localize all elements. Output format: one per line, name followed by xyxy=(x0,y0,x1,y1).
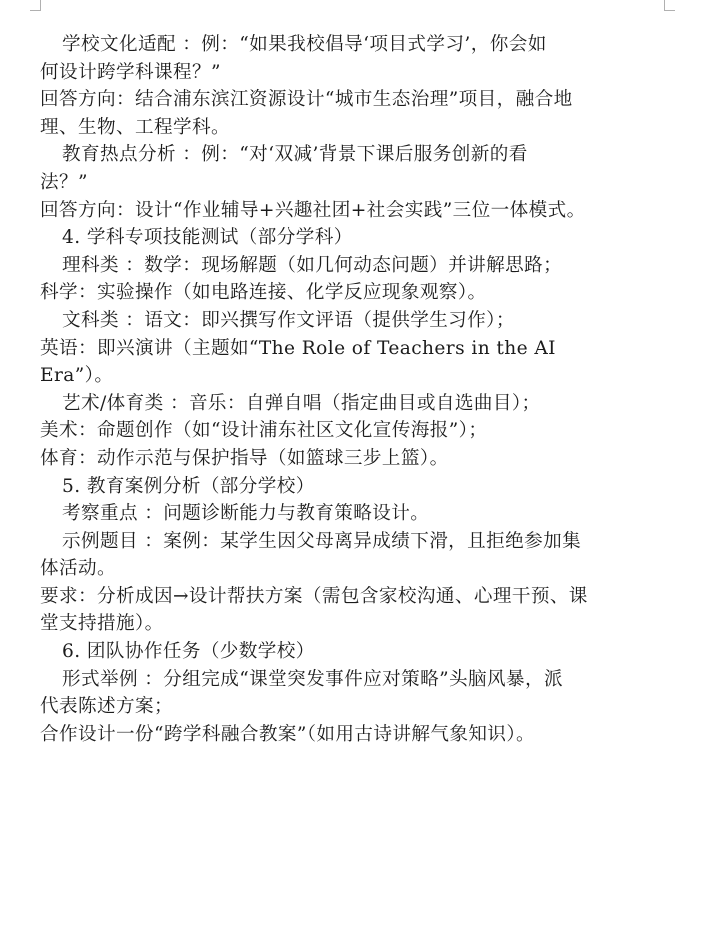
text-line: 堂支持措施）。 xyxy=(40,613,164,635)
text-line: 文科类 ：语文：即兴撰写作文评语（提供学生习作）； xyxy=(62,309,515,331)
text-line: 学校文化适配 ：例：“如果我校倡导‘项目式学习’，你会如 xyxy=(62,34,547,55)
text-line: 法？” xyxy=(40,171,88,193)
text-line: 体育：动作示范与保护指导（如篮球三步上篮）。 xyxy=(40,447,449,469)
section-heading: 6. 团队协作任务（少数学校） xyxy=(62,641,315,663)
text-line: 艺术/体育类 ：音乐：自弹自唱（指定曲目或自选曲目）； xyxy=(62,392,541,414)
page-corner-mark-left xyxy=(30,0,41,11)
text-line: 体活动。 xyxy=(40,558,116,580)
text-line: 示例题目 ：案例：某学生因父母离异成绩下滑，且拒绝参加集 xyxy=(62,530,582,552)
text-line: 考察重点 ：问题诊断能力与教育策略设计。 xyxy=(62,503,430,525)
text-line: 理、生物、工程学科。 xyxy=(40,116,230,138)
text-line: 回答方向：设计“作业辅导+兴趣社团+社会实践”三位一体模式。 xyxy=(40,199,586,221)
text-line: 科学：实验操作（如电路连接、化学反应现象观察）。 xyxy=(40,282,487,304)
text-line: Era”）。 xyxy=(40,365,114,387)
text-line: 理科类 ：数学：现场解题（如几何动态问题）并讲解思路； xyxy=(62,254,563,276)
text-line: 代表陈述方案； xyxy=(40,696,173,718)
document-body xyxy=(40,31,668,748)
text-line: 美术：命题创作（如“设计浦东社区文化宣传海报”）； xyxy=(40,420,488,442)
text-line: 合作设计一份“跨学科融合教案”（如用古诗讲解气象知识）。 xyxy=(40,723,536,745)
text-line: 要求：分析成因→设计帮扶方案（需包含家校沟通、心理干预、课 xyxy=(40,585,588,607)
page-corner-mark-right xyxy=(664,0,675,11)
text-line: 英语：即兴演讲（主题如“The Role of Teachers in the AI xyxy=(40,337,556,359)
section-heading: 5. 教育案例分析（部分学校） xyxy=(62,475,315,497)
text-line: 教育热点分析 ：例：“对‘双减’背景下课后服务创新的看 xyxy=(62,144,528,166)
text-line: 形式举例 ：分组完成“课堂突发事件应对策略”头脑风暴，派 xyxy=(62,668,563,690)
section-heading: 4. 学科专项技能测试（部分学科） xyxy=(62,227,353,249)
text-line: 何设计跨学科课程？” xyxy=(40,61,221,83)
text-line: 回答方向：结合浦东滨江资源设计“城市生态治理”项目，融合地 xyxy=(40,89,573,111)
